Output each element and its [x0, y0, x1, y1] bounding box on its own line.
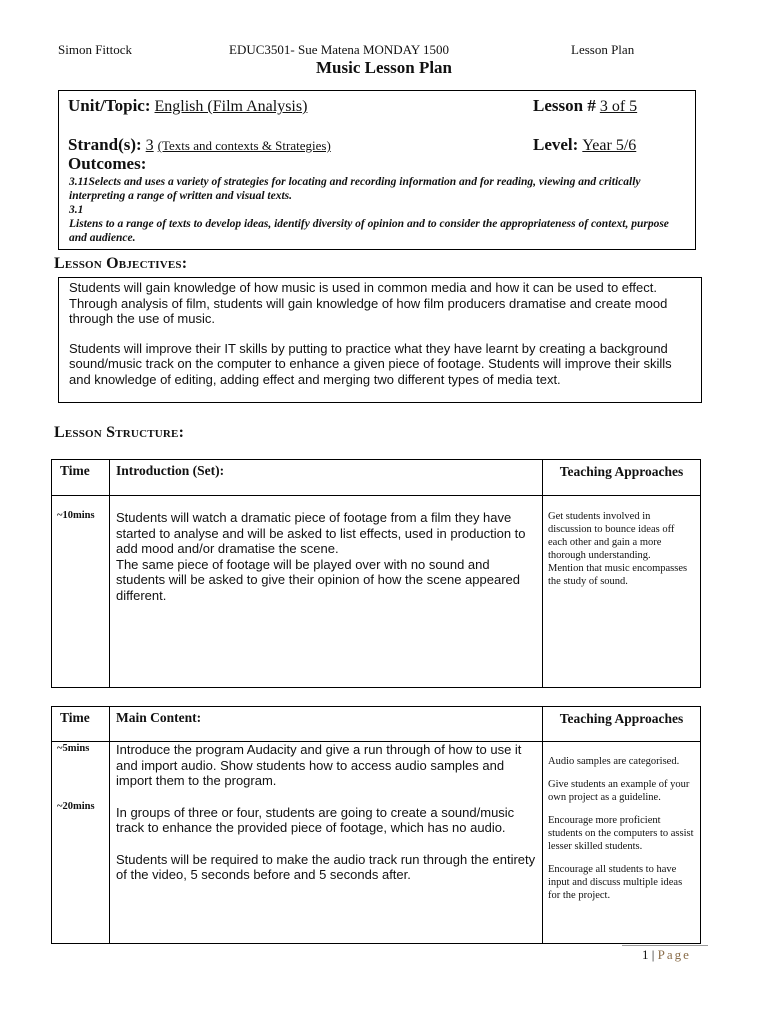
page-footer	[642, 947, 691, 963]
approach-text: Audio samples are categorised.	[548, 756, 680, 767]
table-row	[52, 496, 701, 688]
outcome-item: 3.11Selects and uses a variety of strategies for locating and recording information and for reading, viewing and critically interpreting a range of written and visual texts.	[69, 176, 641, 202]
unit-info-box	[58, 90, 696, 250]
outcomes-list	[69, 175, 689, 245]
page-header	[58, 42, 708, 58]
time-column-header: Time	[52, 707, 110, 742]
unit-topic-row	[68, 96, 307, 116]
level-row	[533, 135, 636, 155]
content-text: In groups of three or four, students are going to create a sound/music track to enhance the provided piece of footage, which has no audio.	[116, 804, 515, 835]
time-value: ~20mins	[57, 801, 95, 812]
level-value: Year 5/6	[582, 137, 637, 154]
content-text: The same piece of footage will be played over with no sound and students will be asked to give their opinion of how the scene appeared different.	[116, 556, 520, 603]
structure-heading: Lesson Structure:	[54, 424, 185, 441]
objectives-heading: Lesson Objectives:	[54, 255, 188, 272]
time-column-header: Time	[52, 460, 110, 496]
strand-number: 3	[145, 137, 154, 154]
teaching-approaches-header: Teaching Approaches	[543, 707, 701, 742]
table-header-row	[52, 707, 701, 742]
content-cell	[110, 496, 543, 688]
content-text: Introduce the program Audacity and give a run through of how to use it and import audio. Show students how to access audio samples and import them to the program.	[116, 742, 522, 788]
table-header-row	[52, 460, 701, 496]
page-separator: |	[651, 947, 655, 962]
approaches-cell	[543, 742, 701, 944]
time-value: ~5mins	[57, 743, 90, 754]
content-text: Students will be required to make the audio track run through the entirety of the video, 5 seconds before and 5 seconds after.	[116, 851, 536, 882]
introduction-table	[51, 459, 701, 688]
document-type: Lesson Plan	[571, 42, 635, 57]
footer-divider	[622, 945, 708, 946]
strand-detail: (Texts and contexts & Strategies)	[157, 138, 331, 153]
author-name: Simon Fittock	[58, 42, 133, 57]
main-content-column-header: Main Content:	[110, 707, 543, 742]
objective-paragraph: Students will gain knowledge of how music is used in common media and how it can be used to effect. Through analysis of film, students will gain knowledge of how film producers dramatise and create mood through the use of music.	[69, 280, 668, 326]
approach-text: Encourage more proficient students on the computers to assist lesser skilled students.	[548, 815, 694, 852]
unit-topic-value: English (Film Analysis)	[154, 98, 308, 115]
course-info: EDUC3501- Sue Matena MONDAY 1500	[229, 42, 450, 57]
main-content-table	[51, 706, 701, 944]
outcome-item: 3.1	[69, 204, 84, 216]
outcomes-heading	[68, 154, 146, 174]
teaching-approaches-header: Teaching Approaches	[543, 460, 701, 496]
time-cell	[52, 496, 110, 688]
page-label: Page	[657, 947, 691, 962]
lesson-number-row	[533, 96, 637, 116]
strand-label: Strand(s):	[68, 135, 142, 154]
lesson-number-label: Lesson #	[533, 96, 596, 115]
document-title: Music Lesson Plan	[315, 58, 453, 77]
objectives-box	[58, 277, 702, 403]
table-row	[52, 742, 701, 944]
level-label: Level:	[533, 135, 579, 154]
approach-text: Encourage all students to have input and discuss multiple ideas for the project.	[548, 864, 683, 901]
page-number: 1	[642, 947, 649, 962]
outcome-item: Listens to a range of texts to develop ideas, identify diversity of opinion and to consider the appropriateness of context, purpose and audience.	[69, 218, 669, 244]
strand-row	[68, 135, 331, 155]
time-value: ~10mins	[57, 510, 95, 521]
objective-paragraph: Students will improve their IT skills by putting to practice what they have learnt by creating a background sound/music track on the computer to enhance a given piece of footage. Students will improve their skills and knowledge of editing, adding effect and merging two different types of media text.	[69, 340, 672, 387]
approach-text: Give students an example of your own project as a guideline.	[548, 779, 690, 803]
outcomes-label: Outcomes:	[68, 154, 147, 173]
time-cell	[52, 742, 110, 944]
introduction-column-header: Introduction (Set):	[110, 460, 543, 496]
approaches-cell	[543, 496, 701, 688]
approach-text: Mention that music encompasses the study of sound.	[548, 563, 688, 587]
content-text: Students will watch a dramatic piece of footage from a film they have started to analyse and will be asked to list effects, used in production to add mood and/or dramatise the scene.	[116, 510, 526, 556]
content-cell	[110, 742, 543, 944]
approach-text: Get students involved in discussion to bounce ideas off each other and gain a more thorough understanding.	[548, 511, 675, 561]
lesson-number-value: 3 of 5	[599, 98, 638, 115]
unit-topic-label: Unit/Topic:	[68, 96, 151, 115]
